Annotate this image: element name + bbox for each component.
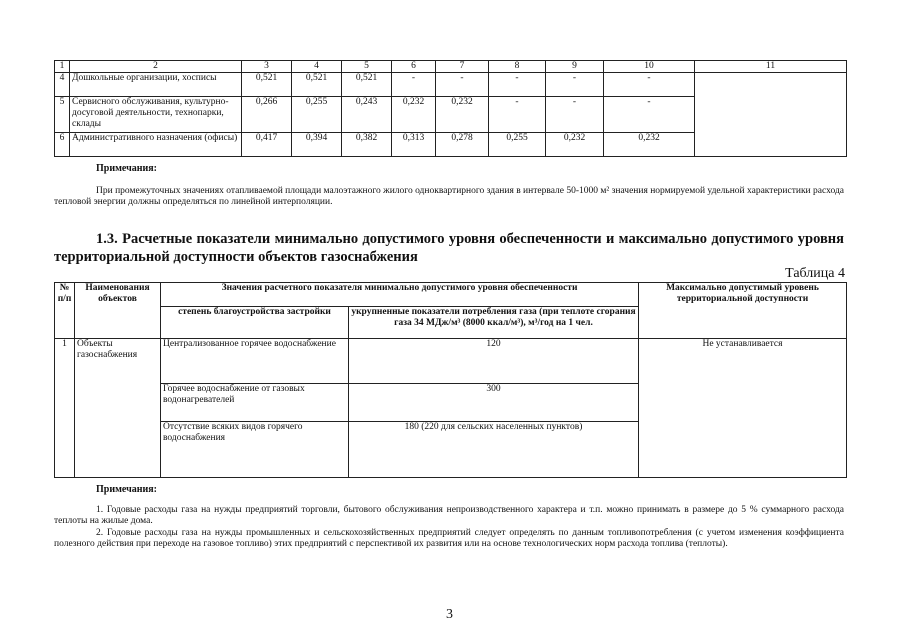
cell-value: 0,278 <box>436 133 489 157</box>
cell-value: 0,313 <box>392 133 436 157</box>
row-name: Дошкольные организации, хосписы <box>70 73 242 97</box>
col-header: 5 <box>342 61 392 73</box>
max-value-cell: Не устанавливается <box>639 339 847 478</box>
table-header-row <box>55 61 847 73</box>
cell-value: 0,255 <box>292 97 342 133</box>
cell-value: 0,521 <box>292 73 342 97</box>
cell-value: 0,232 <box>546 133 604 157</box>
col-header-consumption: укрупненные показатели потребления газа (при теплоте сгорания газа 34 МДж/м³ (8000 ккал/м³), м³/год на 1 чел. <box>349 307 639 339</box>
heat-characteristics-table <box>54 60 847 157</box>
col-header: 1 <box>55 61 70 73</box>
col-header: 8 <box>489 61 546 73</box>
cell-value: 0,521 <box>342 73 392 97</box>
col-header: 11 <box>695 61 847 73</box>
col-header-num: № п/п <box>55 283 75 339</box>
cell-value: - <box>546 97 604 133</box>
row-number: 4 <box>55 73 70 97</box>
cell-value: 0,521 <box>242 73 292 97</box>
row-number: 5 <box>55 97 70 133</box>
col-header: 3 <box>242 61 292 73</box>
cell-value: 0,417 <box>242 133 292 157</box>
row-name: Административного назначения (офисы) <box>70 133 242 157</box>
col-header: 9 <box>546 61 604 73</box>
cell-value: 0,255 <box>489 133 546 157</box>
degree-cell: Горячее водоснабжение от газовых водонагревателей <box>161 384 349 422</box>
table-row <box>55 73 847 97</box>
degree-cell: Централизованное горячее водоснабжение <box>161 339 349 384</box>
note-item-1: 1. Годовые расходы газа на нужды предприятий торговли, бытового обслуживания непроизводственного характера и т.п. можно принимать в размере до 5 % суммарного расхода теплоты на жилые дома. <box>54 505 844 526</box>
cell-value: - <box>604 97 695 133</box>
cell-value: - <box>604 73 695 97</box>
cell-value: - <box>489 97 546 133</box>
cell-value: 0,394 <box>292 133 342 157</box>
row-name: Сервисного обслуживания, культурно-досуговой деятельности, технопарки, склады <box>70 97 242 133</box>
table-row <box>55 339 847 384</box>
col11-cell <box>695 73 847 157</box>
col-header: 7 <box>436 61 489 73</box>
col-header-max: Максимально допустимый уровень территориальной доступности <box>639 283 847 339</box>
note-paragraph: При промежуточных значениях отапливаемой площади малоэтажного жилого одноквартирного здания в интервале 50-1000 м² значения нормируемой удельной характеристики расхода тепловой энергии должны определяться по линейной интерполяции. <box>54 186 844 207</box>
table-label: Таблица 4 <box>785 266 845 281</box>
cell-value: - <box>546 73 604 97</box>
cell-value: 0,232 <box>604 133 695 157</box>
col-header-values: Значения расчетного показателя минимально допустимого уровня обеспеченности <box>161 283 639 307</box>
col-header-degree: степень благоустройства застройки <box>161 307 349 339</box>
cell-value: 0,266 <box>242 97 292 133</box>
row-number: 6 <box>55 133 70 157</box>
row-number: 1 <box>55 339 75 478</box>
value-cell: 300 <box>349 384 639 422</box>
col-header: 2 <box>70 61 242 73</box>
cell-value: - <box>392 73 436 97</box>
notes-title: Примечания: <box>96 163 158 174</box>
gas-supply-table <box>54 282 847 478</box>
col-header-name: Наименования объектов <box>75 283 161 339</box>
object-name: Объекты газоснабжения <box>75 339 161 478</box>
col-header: 4 <box>292 61 342 73</box>
degree-cell: Отсутствие всяких видов горячего водоснабжения <box>161 422 349 478</box>
cell-value: 0,382 <box>342 133 392 157</box>
cell-value: 0,232 <box>436 97 489 133</box>
cell-value: - <box>489 73 546 97</box>
value-cell: 120 <box>349 339 639 384</box>
cell-value: 0,243 <box>342 97 392 133</box>
cell-value: 0,232 <box>392 97 436 133</box>
value-cell: 180 (220 для сельских населенных пунктов) <box>349 422 639 478</box>
page-number: 3 <box>446 607 453 622</box>
cell-value: - <box>436 73 489 97</box>
note-item-2: 2. Годовые расходы газа на нужды промышленных и сельскохозяйственных предприятий следует определять по данным топливопотребления (с учетом изменения коэффициента полезного действия при переходе на газовое топливо) этих предприятий с перспективой их развития или на основе технологических норм расхода топлива (теплоты). <box>54 528 844 549</box>
col-header: 6 <box>392 61 436 73</box>
section-heading: 1.3. Расчетные показатели минимально допустимого уровня обеспеченности и максимально допустимого уровня территориальной доступности объектов газоснабжения <box>54 231 844 265</box>
notes-title: Примечания: <box>96 484 158 495</box>
col-header: 10 <box>604 61 695 73</box>
table-header-row <box>55 283 847 307</box>
